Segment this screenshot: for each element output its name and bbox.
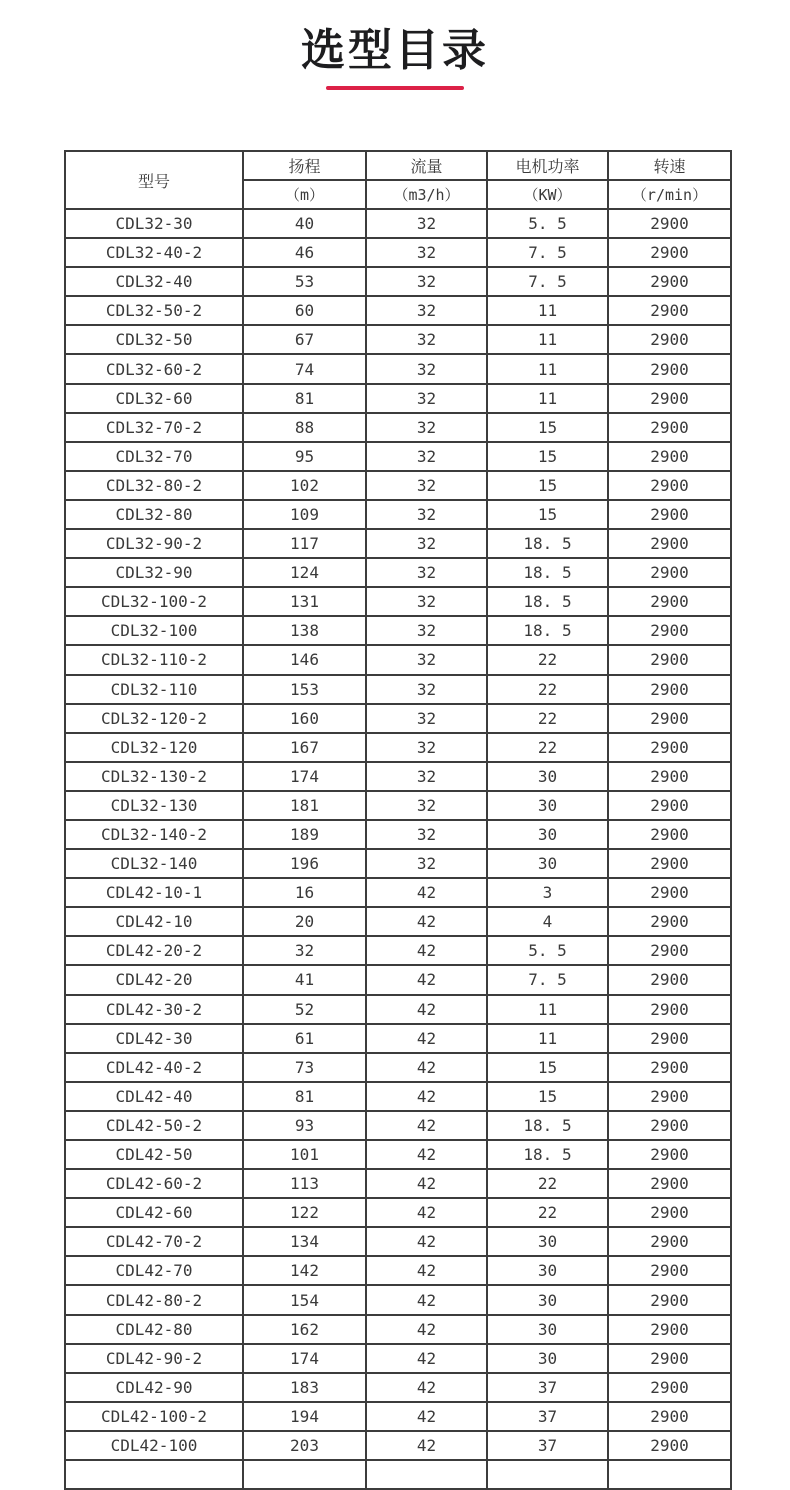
flow-cell: 32 bbox=[366, 849, 487, 878]
flow-cell: 32 bbox=[366, 384, 487, 413]
model-cell: CDL42-80-2 bbox=[65, 1285, 243, 1314]
table-row bbox=[65, 762, 731, 791]
power-cell: 11 bbox=[487, 296, 608, 325]
power-cell: 18. 5 bbox=[487, 1140, 608, 1169]
power-cell: 7. 5 bbox=[487, 238, 608, 267]
table-row bbox=[65, 1198, 731, 1227]
flow-cell: 32 bbox=[366, 704, 487, 733]
power-cell: 22 bbox=[487, 675, 608, 704]
flow-cell: 42 bbox=[366, 1198, 487, 1227]
speed-cell: 2900 bbox=[608, 1344, 731, 1373]
power-cell: 7. 5 bbox=[487, 267, 608, 296]
head-cell: 174 bbox=[243, 762, 366, 791]
speed-cell: 2900 bbox=[608, 1169, 731, 1198]
flow-cell: 42 bbox=[366, 1315, 487, 1344]
flow-cell: 32 bbox=[366, 500, 487, 529]
table-row bbox=[65, 1285, 731, 1314]
model-cell: CDL42-90 bbox=[65, 1373, 243, 1402]
power-cell: 11 bbox=[487, 325, 608, 354]
model-cell: CDL32-80 bbox=[65, 500, 243, 529]
model-cell: CDL32-30 bbox=[65, 209, 243, 238]
power-cell: 37 bbox=[487, 1402, 608, 1431]
speed-cell: 2900 bbox=[608, 995, 731, 1024]
power-cell: 15 bbox=[487, 471, 608, 500]
model-cell: CDL42-90-2 bbox=[65, 1344, 243, 1373]
table-row bbox=[65, 1140, 731, 1169]
power-cell: 15 bbox=[487, 1053, 608, 1082]
speed-cell: 2900 bbox=[608, 442, 731, 471]
flow-cell: 32 bbox=[366, 209, 487, 238]
col-unit-head: （m） bbox=[243, 180, 366, 209]
col-unit-power: （KW） bbox=[487, 180, 608, 209]
head-cell: 142 bbox=[243, 1256, 366, 1285]
speed-cell: 2900 bbox=[608, 733, 731, 762]
flow-cell: 32 bbox=[366, 325, 487, 354]
table-row bbox=[65, 500, 731, 529]
speed-cell: 2900 bbox=[608, 820, 731, 849]
model-cell: CDL32-40 bbox=[65, 267, 243, 296]
flow-cell: 32 bbox=[366, 733, 487, 762]
table-row bbox=[65, 238, 731, 267]
head-cell: 101 bbox=[243, 1140, 366, 1169]
model-cell: CDL32-130 bbox=[65, 791, 243, 820]
speed-cell: 2900 bbox=[608, 1082, 731, 1111]
speed-cell: 2900 bbox=[608, 1198, 731, 1227]
table-row bbox=[65, 1256, 731, 1285]
speed-cell: 2900 bbox=[608, 675, 731, 704]
model-cell: CDL42-10-1 bbox=[65, 878, 243, 907]
head-cell: 32 bbox=[243, 936, 366, 965]
speed-cell: 2900 bbox=[608, 1111, 731, 1140]
model-cell: CDL32-50 bbox=[65, 325, 243, 354]
table-row bbox=[65, 471, 731, 500]
flow-cell: 32 bbox=[366, 296, 487, 325]
speed-cell: 2900 bbox=[608, 500, 731, 529]
table-row bbox=[65, 1169, 731, 1198]
model-cell: CDL32-60-2 bbox=[65, 354, 243, 383]
table-row bbox=[65, 907, 731, 936]
head-cell: 146 bbox=[243, 645, 366, 674]
power-cell: 30 bbox=[487, 849, 608, 878]
head-cell: 53 bbox=[243, 267, 366, 296]
power-cell: 5. 5 bbox=[487, 209, 608, 238]
flow-cell: 42 bbox=[366, 1227, 487, 1256]
head-cell: 73 bbox=[243, 1053, 366, 1082]
table-row bbox=[65, 733, 731, 762]
flow-cell: 42 bbox=[366, 1402, 487, 1431]
flow-cell: 42 bbox=[366, 1024, 487, 1053]
table-row bbox=[65, 354, 731, 383]
head-cell: 60 bbox=[243, 296, 366, 325]
head-cell: 203 bbox=[243, 1431, 366, 1460]
speed-cell: 2900 bbox=[608, 704, 731, 733]
speed-cell: 2900 bbox=[608, 1140, 731, 1169]
power-cell: 15 bbox=[487, 500, 608, 529]
table-row bbox=[65, 1082, 731, 1111]
head-cell: 167 bbox=[243, 733, 366, 762]
head-cell: 40 bbox=[243, 209, 366, 238]
flow-cell: 42 bbox=[366, 1082, 487, 1111]
table-row bbox=[65, 558, 731, 587]
speed-cell: 2900 bbox=[608, 878, 731, 907]
model-cell: CDL32-110 bbox=[65, 675, 243, 704]
flow-cell: 32 bbox=[366, 616, 487, 645]
pump-selection-table bbox=[64, 150, 732, 1490]
table-row bbox=[65, 1344, 731, 1373]
model-cell: CDL32-70 bbox=[65, 442, 243, 471]
head-cell: 160 bbox=[243, 704, 366, 733]
title-underline-divider bbox=[326, 86, 464, 90]
head-cell: 41 bbox=[243, 965, 366, 994]
head-cell: 74 bbox=[243, 354, 366, 383]
head-cell: 124 bbox=[243, 558, 366, 587]
col-unit-speed: （r/min） bbox=[608, 180, 731, 209]
model-cell: CDL42-30-2 bbox=[65, 995, 243, 1024]
flow-cell: 42 bbox=[366, 1285, 487, 1314]
table-row bbox=[65, 1373, 731, 1402]
power-cell: 11 bbox=[487, 354, 608, 383]
model-cell: CDL42-80 bbox=[65, 1315, 243, 1344]
power-cell: 30 bbox=[487, 762, 608, 791]
head-cell: 117 bbox=[243, 529, 366, 558]
head-cell bbox=[243, 1460, 366, 1489]
flow-cell: 32 bbox=[366, 529, 487, 558]
power-cell: 5. 5 bbox=[487, 936, 608, 965]
speed-cell: 2900 bbox=[608, 1053, 731, 1082]
model-cell: CDL32-40-2 bbox=[65, 238, 243, 267]
model-cell: CDL32-100-2 bbox=[65, 587, 243, 616]
table-row bbox=[65, 965, 731, 994]
speed-cell: 2900 bbox=[608, 238, 731, 267]
flow-cell: 32 bbox=[366, 471, 487, 500]
table-row bbox=[65, 267, 731, 296]
table-row bbox=[65, 1315, 731, 1344]
speed-cell: 2900 bbox=[608, 1402, 731, 1431]
speed-cell: 2900 bbox=[608, 936, 731, 965]
flow-cell: 42 bbox=[366, 995, 487, 1024]
flow-cell: 42 bbox=[366, 1373, 487, 1402]
table-row bbox=[65, 1431, 731, 1460]
table-row bbox=[65, 209, 731, 238]
table-row-partial bbox=[65, 1460, 731, 1489]
speed-cell: 2900 bbox=[608, 1315, 731, 1344]
model-cell: CDL32-60 bbox=[65, 384, 243, 413]
table-row bbox=[65, 1024, 731, 1053]
flow-cell: 32 bbox=[366, 442, 487, 471]
power-cell: 22 bbox=[487, 733, 608, 762]
head-cell: 81 bbox=[243, 384, 366, 413]
flow-cell: 42 bbox=[366, 907, 487, 936]
head-cell: 46 bbox=[243, 238, 366, 267]
speed-cell: 2900 bbox=[608, 209, 731, 238]
head-cell: 88 bbox=[243, 413, 366, 442]
model-cell: CDL32-120 bbox=[65, 733, 243, 762]
flow-cell: 32 bbox=[366, 238, 487, 267]
head-cell: 162 bbox=[243, 1315, 366, 1344]
flow-cell: 32 bbox=[366, 354, 487, 383]
head-cell: 52 bbox=[243, 995, 366, 1024]
speed-cell: 2900 bbox=[608, 471, 731, 500]
flow-cell: 32 bbox=[366, 587, 487, 616]
model-cell: CDL32-120-2 bbox=[65, 704, 243, 733]
speed-cell: 2900 bbox=[608, 965, 731, 994]
head-cell: 16 bbox=[243, 878, 366, 907]
table-row bbox=[65, 1402, 731, 1431]
flow-cell: 42 bbox=[366, 1431, 487, 1460]
speed-cell: 2900 bbox=[608, 325, 731, 354]
model-cell: CDL32-80-2 bbox=[65, 471, 243, 500]
power-cell: 7. 5 bbox=[487, 965, 608, 994]
speed-cell bbox=[608, 1460, 731, 1489]
table-row bbox=[65, 849, 731, 878]
col-header-flow: 流量 bbox=[366, 151, 487, 180]
power-cell: 30 bbox=[487, 820, 608, 849]
head-cell: 122 bbox=[243, 1198, 366, 1227]
head-cell: 102 bbox=[243, 471, 366, 500]
model-cell: CDL42-60 bbox=[65, 1198, 243, 1227]
head-cell: 113 bbox=[243, 1169, 366, 1198]
flow-cell: 32 bbox=[366, 675, 487, 704]
col-header-model: 型号 bbox=[65, 151, 243, 209]
model-cell: CDL42-30 bbox=[65, 1024, 243, 1053]
table-header bbox=[65, 151, 731, 209]
col-header-head: 扬程 bbox=[243, 151, 366, 180]
table-row bbox=[65, 1111, 731, 1140]
table-row bbox=[65, 820, 731, 849]
power-cell: 15 bbox=[487, 442, 608, 471]
model-cell: CDL42-60-2 bbox=[65, 1169, 243, 1198]
speed-cell: 2900 bbox=[608, 1373, 731, 1402]
power-cell bbox=[487, 1460, 608, 1489]
flow-cell: 42 bbox=[366, 878, 487, 907]
table-row bbox=[65, 529, 731, 558]
table-row bbox=[65, 442, 731, 471]
speed-cell: 2900 bbox=[608, 354, 731, 383]
model-cell: CDL42-40-2 bbox=[65, 1053, 243, 1082]
head-cell: 174 bbox=[243, 1344, 366, 1373]
head-cell: 20 bbox=[243, 907, 366, 936]
power-cell: 18. 5 bbox=[487, 1111, 608, 1140]
speed-cell: 2900 bbox=[608, 296, 731, 325]
flow-cell: 42 bbox=[366, 965, 487, 994]
model-cell: CDL42-100-2 bbox=[65, 1402, 243, 1431]
power-cell: 18. 5 bbox=[487, 587, 608, 616]
flow-cell: 32 bbox=[366, 413, 487, 442]
power-cell: 30 bbox=[487, 1344, 608, 1373]
power-cell: 18. 5 bbox=[487, 616, 608, 645]
power-cell: 22 bbox=[487, 1198, 608, 1227]
flow-cell: 42 bbox=[366, 936, 487, 965]
model-cell: CDL32-70-2 bbox=[65, 413, 243, 442]
spec-table-body bbox=[65, 209, 731, 1489]
model-cell: CDL42-70 bbox=[65, 1256, 243, 1285]
page-title: 选型目录 bbox=[301, 26, 489, 75]
speed-cell: 2900 bbox=[608, 616, 731, 645]
flow-cell: 32 bbox=[366, 645, 487, 674]
power-cell: 18. 5 bbox=[487, 558, 608, 587]
flow-cell: 42 bbox=[366, 1140, 487, 1169]
table-row bbox=[65, 296, 731, 325]
table-row bbox=[65, 384, 731, 413]
power-cell: 15 bbox=[487, 413, 608, 442]
speed-cell: 2900 bbox=[608, 791, 731, 820]
speed-cell: 2900 bbox=[608, 384, 731, 413]
model-cell: CDL42-70-2 bbox=[65, 1227, 243, 1256]
model-cell: CDL32-90 bbox=[65, 558, 243, 587]
table-row bbox=[65, 325, 731, 354]
flow-cell: 42 bbox=[366, 1344, 487, 1373]
model-cell: CDL42-20-2 bbox=[65, 936, 243, 965]
model-cell: CDL42-100 bbox=[65, 1431, 243, 1460]
power-cell: 11 bbox=[487, 384, 608, 413]
head-cell: 183 bbox=[243, 1373, 366, 1402]
model-cell: CDL42-10 bbox=[65, 907, 243, 936]
flow-cell: 32 bbox=[366, 762, 487, 791]
speed-cell: 2900 bbox=[608, 267, 731, 296]
speed-cell: 2900 bbox=[608, 645, 731, 674]
power-cell: 11 bbox=[487, 995, 608, 1024]
power-cell: 22 bbox=[487, 1169, 608, 1198]
model-cell: CDL32-140-2 bbox=[65, 820, 243, 849]
flow-cell: 32 bbox=[366, 558, 487, 587]
speed-cell: 2900 bbox=[608, 1285, 731, 1314]
power-cell: 37 bbox=[487, 1373, 608, 1402]
head-cell: 154 bbox=[243, 1285, 366, 1314]
model-cell: CDL32-100 bbox=[65, 616, 243, 645]
model-cell: CDL32-90-2 bbox=[65, 529, 243, 558]
col-header-power: 电机功率 bbox=[487, 151, 608, 180]
model-cell: CDL42-50-2 bbox=[65, 1111, 243, 1140]
head-cell: 194 bbox=[243, 1402, 366, 1431]
table-row bbox=[65, 878, 731, 907]
table-row bbox=[65, 587, 731, 616]
power-cell: 30 bbox=[487, 1315, 608, 1344]
flow-cell: 42 bbox=[366, 1053, 487, 1082]
head-cell: 138 bbox=[243, 616, 366, 645]
table-row bbox=[65, 616, 731, 645]
model-cell: CDL32-140 bbox=[65, 849, 243, 878]
speed-cell: 2900 bbox=[608, 1227, 731, 1256]
power-cell: 4 bbox=[487, 907, 608, 936]
head-cell: 181 bbox=[243, 791, 366, 820]
power-cell: 30 bbox=[487, 1227, 608, 1256]
speed-cell: 2900 bbox=[608, 762, 731, 791]
col-unit-flow: （m3/h） bbox=[366, 180, 487, 209]
model-cell: CDL32-110-2 bbox=[65, 645, 243, 674]
table-row bbox=[65, 1053, 731, 1082]
speed-cell: 2900 bbox=[608, 558, 731, 587]
power-cell: 30 bbox=[487, 791, 608, 820]
power-cell: 11 bbox=[487, 1024, 608, 1053]
table-row bbox=[65, 704, 731, 733]
head-cell: 81 bbox=[243, 1082, 366, 1111]
title-block bbox=[0, 0, 790, 90]
speed-cell: 2900 bbox=[608, 529, 731, 558]
model-cell: CDL42-20 bbox=[65, 965, 243, 994]
table-row bbox=[65, 1227, 731, 1256]
flow-cell: 42 bbox=[366, 1256, 487, 1285]
model-cell bbox=[65, 1460, 243, 1489]
speed-cell: 2900 bbox=[608, 907, 731, 936]
power-cell: 30 bbox=[487, 1256, 608, 1285]
model-cell: CDL42-50 bbox=[65, 1140, 243, 1169]
table-row bbox=[65, 936, 731, 965]
speed-cell: 2900 bbox=[608, 1431, 731, 1460]
head-cell: 131 bbox=[243, 587, 366, 616]
flow-cell: 42 bbox=[366, 1111, 487, 1140]
speed-cell: 2900 bbox=[608, 413, 731, 442]
head-cell: 153 bbox=[243, 675, 366, 704]
power-cell: 22 bbox=[487, 704, 608, 733]
table-row bbox=[65, 995, 731, 1024]
model-cell: CDL32-50-2 bbox=[65, 296, 243, 325]
speed-cell: 2900 bbox=[608, 587, 731, 616]
head-cell: 93 bbox=[243, 1111, 366, 1140]
header-label-row bbox=[65, 151, 731, 180]
model-cell: CDL42-40 bbox=[65, 1082, 243, 1111]
power-cell: 18. 5 bbox=[487, 529, 608, 558]
speed-cell: 2900 bbox=[608, 849, 731, 878]
flow-cell: 42 bbox=[366, 1169, 487, 1198]
speed-cell: 2900 bbox=[608, 1256, 731, 1285]
power-cell: 3 bbox=[487, 878, 608, 907]
model-cell: CDL32-130-2 bbox=[65, 762, 243, 791]
flow-cell: 32 bbox=[366, 791, 487, 820]
head-cell: 109 bbox=[243, 500, 366, 529]
table-row bbox=[65, 675, 731, 704]
head-cell: 196 bbox=[243, 849, 366, 878]
table-row bbox=[65, 791, 731, 820]
flow-cell: 32 bbox=[366, 820, 487, 849]
head-cell: 189 bbox=[243, 820, 366, 849]
speed-cell: 2900 bbox=[608, 1024, 731, 1053]
head-cell: 95 bbox=[243, 442, 366, 471]
flow-cell: 32 bbox=[366, 267, 487, 296]
power-cell: 37 bbox=[487, 1431, 608, 1460]
head-cell: 61 bbox=[243, 1024, 366, 1053]
col-header-speed: 转速 bbox=[608, 151, 731, 180]
power-cell: 15 bbox=[487, 1082, 608, 1111]
head-cell: 67 bbox=[243, 325, 366, 354]
power-cell: 30 bbox=[487, 1285, 608, 1314]
flow-cell bbox=[366, 1460, 487, 1489]
power-cell: 22 bbox=[487, 645, 608, 674]
table-row bbox=[65, 413, 731, 442]
head-cell: 134 bbox=[243, 1227, 366, 1256]
table-row bbox=[65, 645, 731, 674]
